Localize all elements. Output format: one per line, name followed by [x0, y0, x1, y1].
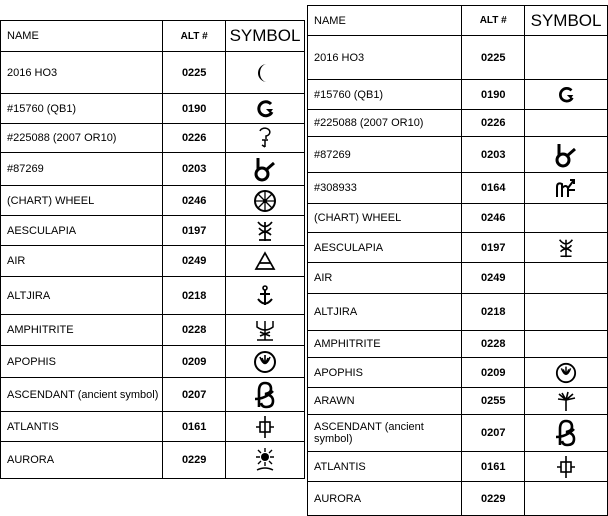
- row-name: AIR: [308, 263, 462, 294]
- trident-glyph-icon: [254, 318, 276, 342]
- arawn-glyph-icon: [555, 390, 577, 412]
- row-name: #225088 (2007 OR10): [308, 110, 462, 137]
- air-triangle-icon: [254, 251, 276, 271]
- table-row: [1, 124, 305, 153]
- row-alt-code: 0246: [462, 204, 525, 233]
- table-row: [308, 233, 608, 263]
- alt-header: ALT #: [163, 21, 226, 52]
- row-name: AESCULAPIA: [308, 233, 462, 263]
- table-row: [1, 412, 305, 442]
- row-name: ARAWN: [308, 388, 462, 415]
- empty-symbol-cell: [525, 36, 608, 80]
- row-name: ALTJIRA: [308, 294, 462, 331]
- row-name: #87269: [308, 137, 462, 173]
- table-header-row: [1, 21, 305, 52]
- row-name: (CHART) WHEEL: [1, 186, 163, 216]
- row-name: 2016 HO3: [308, 36, 462, 80]
- row-name: AURORA: [1, 442, 163, 479]
- row-alt-code: 0190: [462, 80, 525, 110]
- empty-symbol-cell: [525, 263, 608, 294]
- row-name: ASCENDANT (ancient symbol): [1, 378, 163, 412]
- row-alt-code: 0197: [163, 216, 226, 246]
- row-alt-code: 0164: [462, 173, 525, 204]
- row-alt-code: 0161: [163, 412, 226, 442]
- table-row: [308, 80, 608, 110]
- row-alt-code: 0209: [163, 346, 226, 378]
- circle-arrow-icon: [254, 98, 276, 120]
- row-alt-code: 0246: [163, 186, 226, 216]
- anchor-icon: [255, 284, 275, 308]
- name-header: NAME: [308, 6, 462, 36]
- row-name: AIR: [1, 246, 163, 277]
- bent-circle-glyph-icon: [553, 141, 579, 169]
- row-alt-code: 0218: [163, 277, 226, 315]
- row-name: #15760 (QB1): [1, 94, 163, 124]
- row-alt-code: 0249: [462, 263, 525, 294]
- row-alt-code: 0197: [462, 233, 525, 263]
- hook-glyph-icon: [256, 127, 274, 149]
- row-name: AMPHITRITE: [308, 331, 462, 358]
- row-name: APOPHIS: [1, 346, 163, 378]
- row-alt-code: 0225: [462, 36, 525, 80]
- staff-glyph-icon: [556, 237, 576, 259]
- circle-arrow-icon: [556, 85, 576, 105]
- row-alt-code: 0229: [163, 442, 226, 479]
- ascendant-glyph-icon: [554, 419, 578, 447]
- table-row: [1, 378, 305, 412]
- row-alt-code: 0226: [462, 110, 525, 137]
- row-name: #87269: [1, 153, 163, 186]
- row-alt-code: 0203: [462, 137, 525, 173]
- table-row: [1, 315, 305, 346]
- table-row: [308, 331, 608, 358]
- row-alt-code: 0207: [163, 378, 226, 412]
- staff-glyph-icon: [255, 219, 275, 243]
- row-name: APOPHIS: [308, 358, 462, 388]
- table-row: [1, 153, 305, 186]
- row-name: ATLANTIS: [1, 412, 163, 442]
- table-row: [308, 482, 608, 516]
- apophis-glyph-icon: [555, 362, 577, 384]
- table-row: [1, 216, 305, 246]
- table-row: [308, 415, 608, 452]
- row-name: AURORA: [308, 482, 462, 516]
- table-row: [308, 358, 608, 388]
- row-name: 2016 HO3: [1, 52, 163, 94]
- table-row: [308, 263, 608, 294]
- table-header-row: [308, 6, 608, 36]
- row-name: #15760 (QB1): [308, 80, 462, 110]
- bent-circle-glyph-icon: [252, 155, 278, 183]
- row-alt-code: 0190: [163, 94, 226, 124]
- wheel-icon: [253, 189, 277, 213]
- row-alt-code: 0218: [462, 294, 525, 331]
- centaur-glyph-icon: [554, 176, 578, 200]
- row-alt-code: 0255: [462, 388, 525, 415]
- table-row: [308, 204, 608, 233]
- empty-symbol-cell: [525, 331, 608, 358]
- row-alt-code: 0225: [163, 52, 226, 94]
- atlantis-glyph-icon: [254, 415, 276, 439]
- table-row: [1, 246, 305, 277]
- table-row: [308, 110, 608, 137]
- row-alt-code: 0229: [462, 482, 525, 516]
- table-row: [1, 94, 305, 124]
- empty-symbol-cell: [525, 482, 608, 516]
- row-name: ALTJIRA: [1, 277, 163, 315]
- row-name: AESCULAPIA: [1, 216, 163, 246]
- apophis-glyph-icon: [253, 350, 277, 374]
- row-alt-code: 0249: [163, 246, 226, 277]
- table-row: [308, 388, 608, 415]
- empty-symbol-cell: [525, 294, 608, 331]
- symbol-header: SYMBOL: [226, 21, 305, 52]
- right-symbol-table: [307, 5, 608, 516]
- aurora-glyph-icon: [253, 447, 277, 473]
- alt-header: ALT #: [462, 6, 525, 36]
- table-row: [1, 186, 305, 216]
- symbol-header: SYMBOL: [525, 6, 608, 36]
- left-symbol-table: [0, 20, 305, 479]
- empty-symbol-cell: [525, 110, 608, 137]
- table-row: [1, 346, 305, 378]
- table-row: [1, 442, 305, 479]
- row-name: (CHART) WHEEL: [308, 204, 462, 233]
- table-row: [308, 36, 608, 80]
- name-header: NAME: [1, 21, 163, 52]
- row-alt-code: 0209: [462, 358, 525, 388]
- row-alt-code: 0228: [163, 315, 226, 346]
- table-row: [1, 277, 305, 315]
- row-name: #225088 (2007 OR10): [1, 124, 163, 153]
- table-row: [308, 173, 608, 204]
- table-row: [308, 452, 608, 482]
- row-alt-code: 0203: [163, 153, 226, 186]
- row-name: AMPHITRITE: [1, 315, 163, 346]
- ascendant-glyph-icon: [253, 381, 277, 409]
- row-alt-code: 0207: [462, 415, 525, 452]
- row-name: #308933: [308, 173, 462, 204]
- row-alt-code: 0226: [163, 124, 226, 153]
- row-name: ASCENDANT (ancient symbol): [308, 415, 462, 452]
- crescent-moon-icon: [253, 61, 277, 85]
- table-row: [308, 137, 608, 173]
- row-alt-code: 0161: [462, 452, 525, 482]
- atlantis-glyph-icon: [555, 455, 577, 479]
- table-row: [1, 52, 305, 94]
- empty-symbol-cell: [525, 204, 608, 233]
- row-alt-code: 0228: [462, 331, 525, 358]
- table-row: [308, 294, 608, 331]
- row-name: ATLANTIS: [308, 452, 462, 482]
